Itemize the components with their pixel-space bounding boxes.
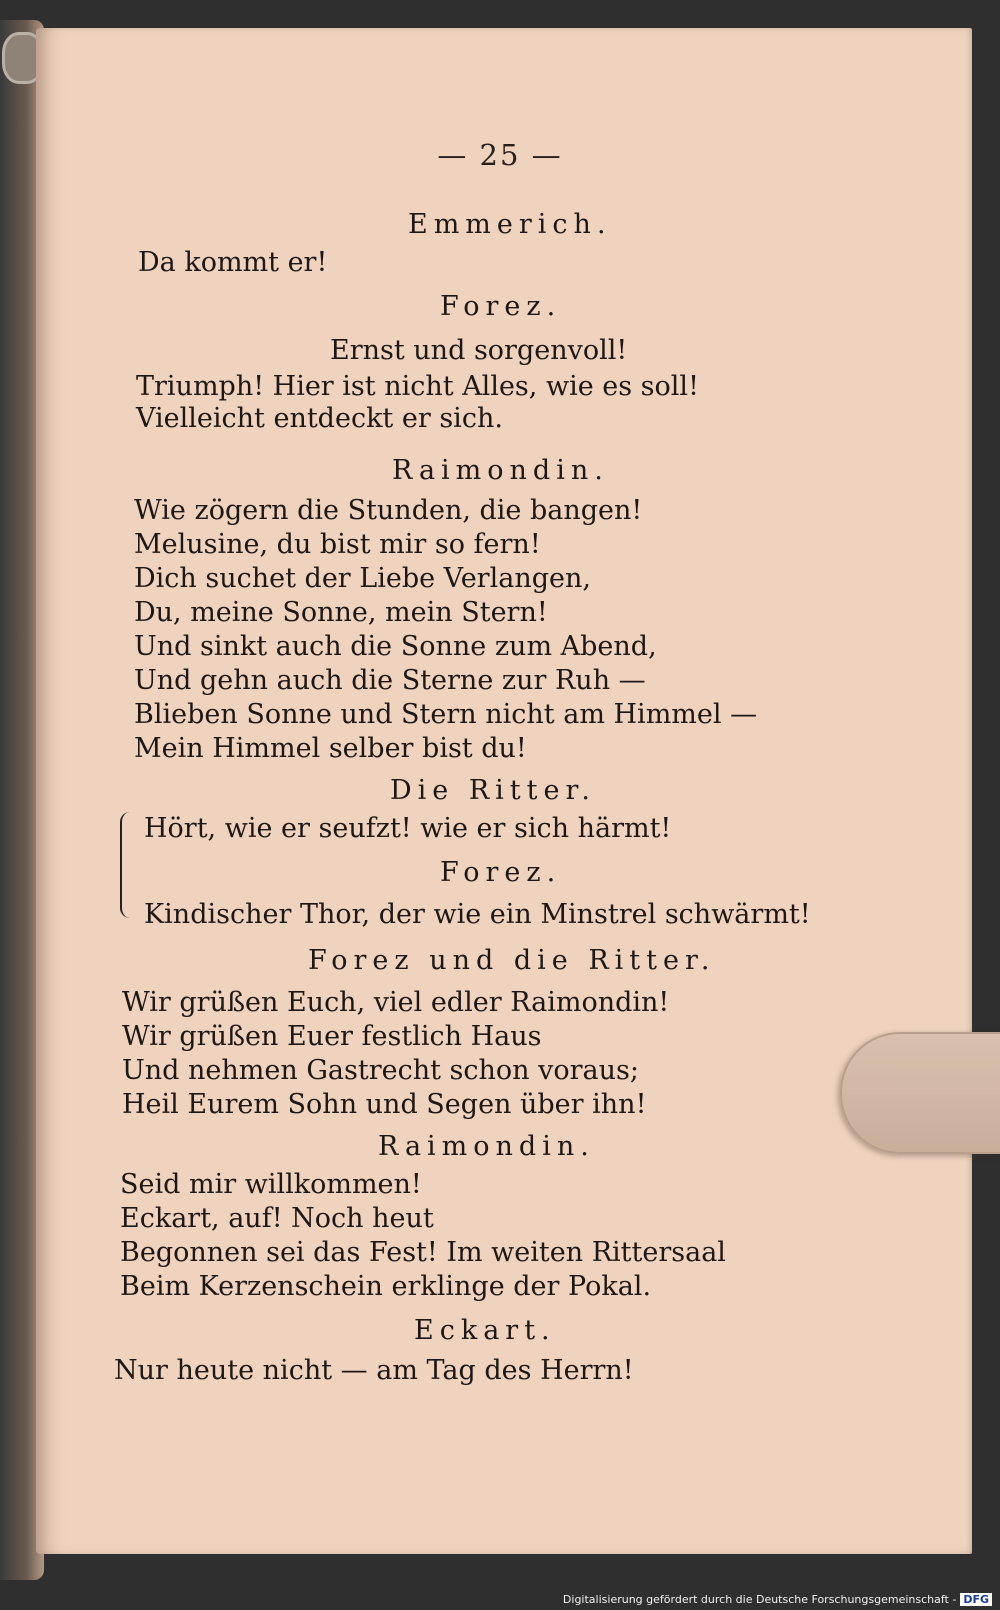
dfg-logo: DFG	[960, 1593, 992, 1606]
verse-line: Hört, wie er seufzt! wie er sich härmt!	[144, 813, 672, 844]
verse-line: Und nehmen Gastrecht schon voraus;	[122, 1055, 639, 1086]
speaker-raimondin: Raimondin.	[392, 455, 609, 486]
speaker-forez: Forez.	[440, 291, 562, 322]
speaker-emmerich: Emmerich.	[408, 209, 612, 240]
speech-bracket	[120, 812, 134, 918]
speaker-die-ritter: Die Ritter.	[390, 775, 597, 806]
verse-line: Begonnen sei das Fest! Im weiten Rittersaal	[120, 1237, 726, 1268]
verse-line: Und gehn auch die Sterne zur Ruh —	[134, 665, 646, 696]
speaker-forez-und-die-ritter: Forez und die Ritter.	[308, 945, 716, 976]
verse-line: Wie zögern die Stunden, die bangen!	[134, 495, 643, 526]
verse-line: Dich suchet der Liebe Verlangen,	[134, 563, 591, 594]
verse-line: Seid mir willkommen!	[120, 1169, 422, 1200]
verse-line: Und sinkt auch die Sonne zum Abend,	[134, 631, 657, 662]
digitization-credit	[563, 1593, 992, 1606]
verse-line: Beim Kerzenschein erklinge der Pokal.	[120, 1271, 652, 1302]
verse-line: Nur heute nicht — am Tag des Herrn!	[114, 1355, 634, 1386]
verse-line: Du, meine Sonne, mein Stern!	[134, 597, 548, 628]
verse-line: Wir grüßen Euch, viel edler Raimondin!	[122, 987, 670, 1018]
verse-line: Heil Eurem Sohn und Segen über ihn!	[122, 1089, 647, 1120]
verse-line: Mein Himmel selber bist du!	[134, 733, 527, 764]
page-clip	[840, 1032, 1000, 1154]
speaker-eckart: Eckart.	[414, 1315, 556, 1346]
verse-line: Blieben Sonne und Stern nicht am Himmel —	[134, 699, 758, 730]
verse-line: Eckart, auf! Noch heut	[120, 1203, 434, 1234]
verse-line: Triumph! Hier ist nicht Alles, wie es soll!	[136, 371, 699, 402]
verse-line: Wir grüßen Euer festlich Haus	[122, 1021, 542, 1052]
credit-text: Digitalisierung gefördert durch die Deutsche Forschungsgemeinschaft -	[562, 1593, 957, 1606]
speaker-forez: Forez.	[440, 857, 562, 888]
page-number: — 25 —	[437, 138, 563, 172]
verse-line: Melusine, du bist mir so fern!	[134, 529, 541, 560]
verse-line: Da kommt er!	[138, 247, 328, 278]
verse-line: Vielleicht entdeckt er sich.	[136, 403, 503, 434]
verse-line: Ernst und sorgenvoll!	[330, 335, 628, 366]
speaker-raimondin: Raimondin.	[378, 1131, 595, 1162]
verse-line: Kindischer Thor, der wie ein Minstrel schwärmt!	[144, 899, 811, 930]
